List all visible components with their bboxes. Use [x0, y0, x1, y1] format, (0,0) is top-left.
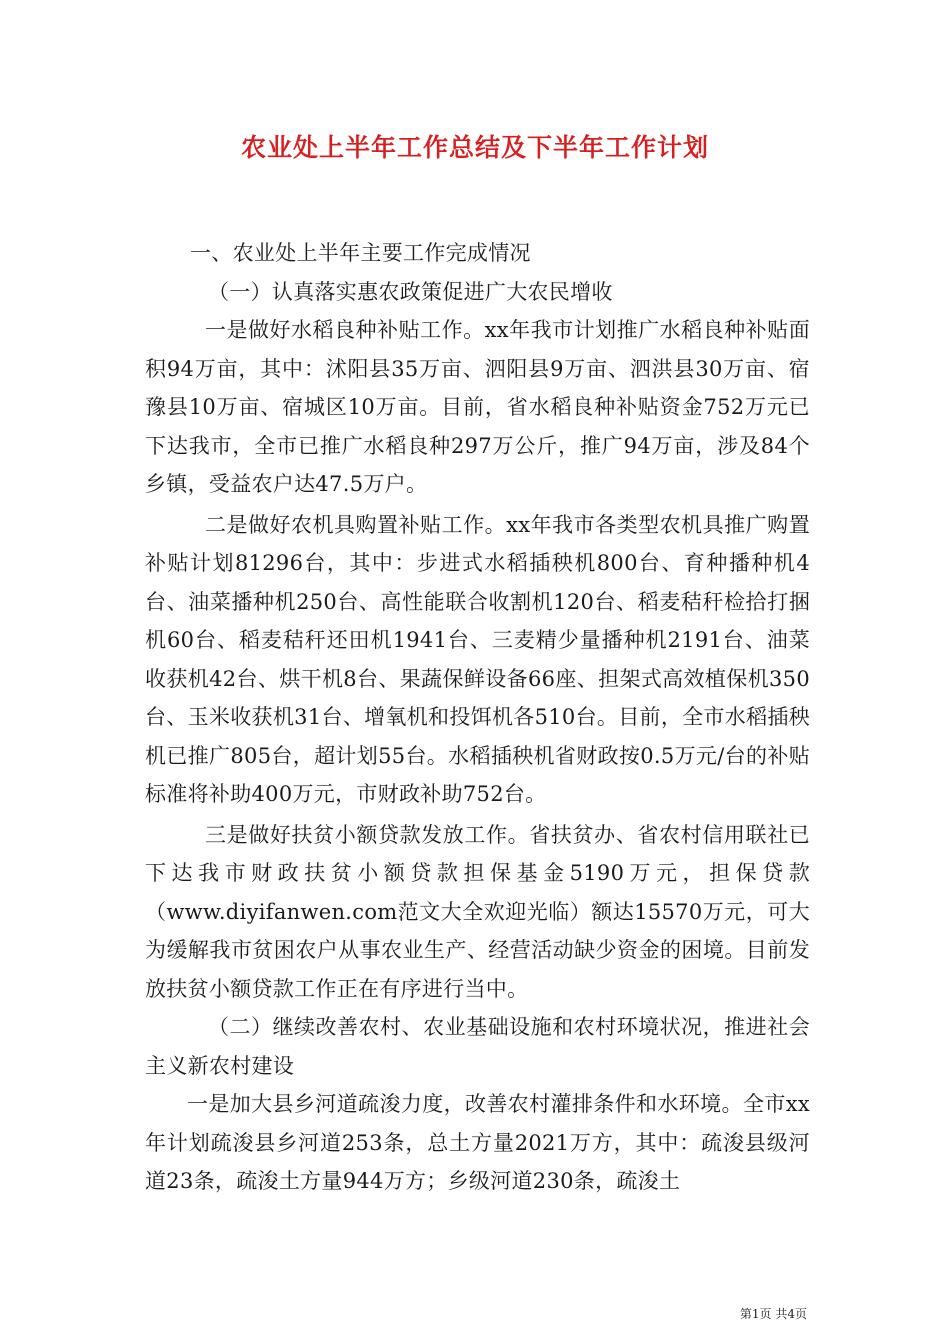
paragraph-river-dredging: 一是加大县乡河道疏浚力度，改善农村灌排条件和水环境。全市xx年计划疏浚县乡河道253条，总土方量2021万方，其中：疏浚县级河道23条，疏浚土方量944万方；乡级河道230条，疏浚土 [145, 1092, 810, 1193]
paragraph-machinery-subsidy: 二是做好农机具购置补贴工作。xx年我市各类型农机具推广购置补贴计划81296台，其中：步进式水稻插秧机800台、育种播种机4台、油菜播种机250台、高性能联合收割机120台、稻麦秸秆检拾打捆机60台、稻麦秸秆还田机1941台、三麦精少量播种机2191台、油菜收获机42台、烘干机8台、果蔬保鲜设备66座、担架式高效植保机350台、玉米收获机31台、增氧机和投饵机各510台。目前，全市水稻插秧机已推广805台，超计划55台。水稻插秧机省财政按0.5万元/台的补贴标准将补助400万元，市财政补助752台。 [145, 512, 810, 806]
document-title: 农业处上半年工作总结及下半年工作计划 [240, 133, 709, 162]
paragraph-poverty-loans: 三是做好扶贫小额贷款发放工作。省扶贫办、省农村信用联社已下达我市财政扶贫小额贷款担保基金5190万元，担保贷款（www.diyifanwen.com范文大全欢迎光临）额达15570万元，可大为缓解我市贫困农户从事农业生产、经营活动缺少资金的困境。目前发放扶贫小额贷款工作正在有序进行当中。 [145, 822, 810, 1001]
page-number: 第1页 共4页 [739, 1307, 807, 1321]
document-body [145, 234, 810, 1201]
section-heading-1: 一、农业处上半年主要工作完成情况 [190, 241, 531, 265]
subsection-heading-2: （二）继续改善农村、农业基础设施和农村环境状况，推进社会主义新农村建设 [145, 1015, 810, 1078]
subsection-heading-1: （一）认真落实惠农政策促进广大农民增收 [208, 279, 613, 304]
paragraph-rice-subsidy: 一是做好水稻良种补贴工作。xx年我市计划推广水稻良种补贴面积94万亩，其中：沭阳县35万亩、泗阳县9万亩、泗洪县30万亩、宿豫县10万亩、宿城区10万亩。目前，省水稻良种补贴资金752万元已下达我市，全市已推广水稻良种297万公斤，推广94万亩，涉及84个乡镇，受益农户达47.5万户。 [145, 318, 810, 496]
